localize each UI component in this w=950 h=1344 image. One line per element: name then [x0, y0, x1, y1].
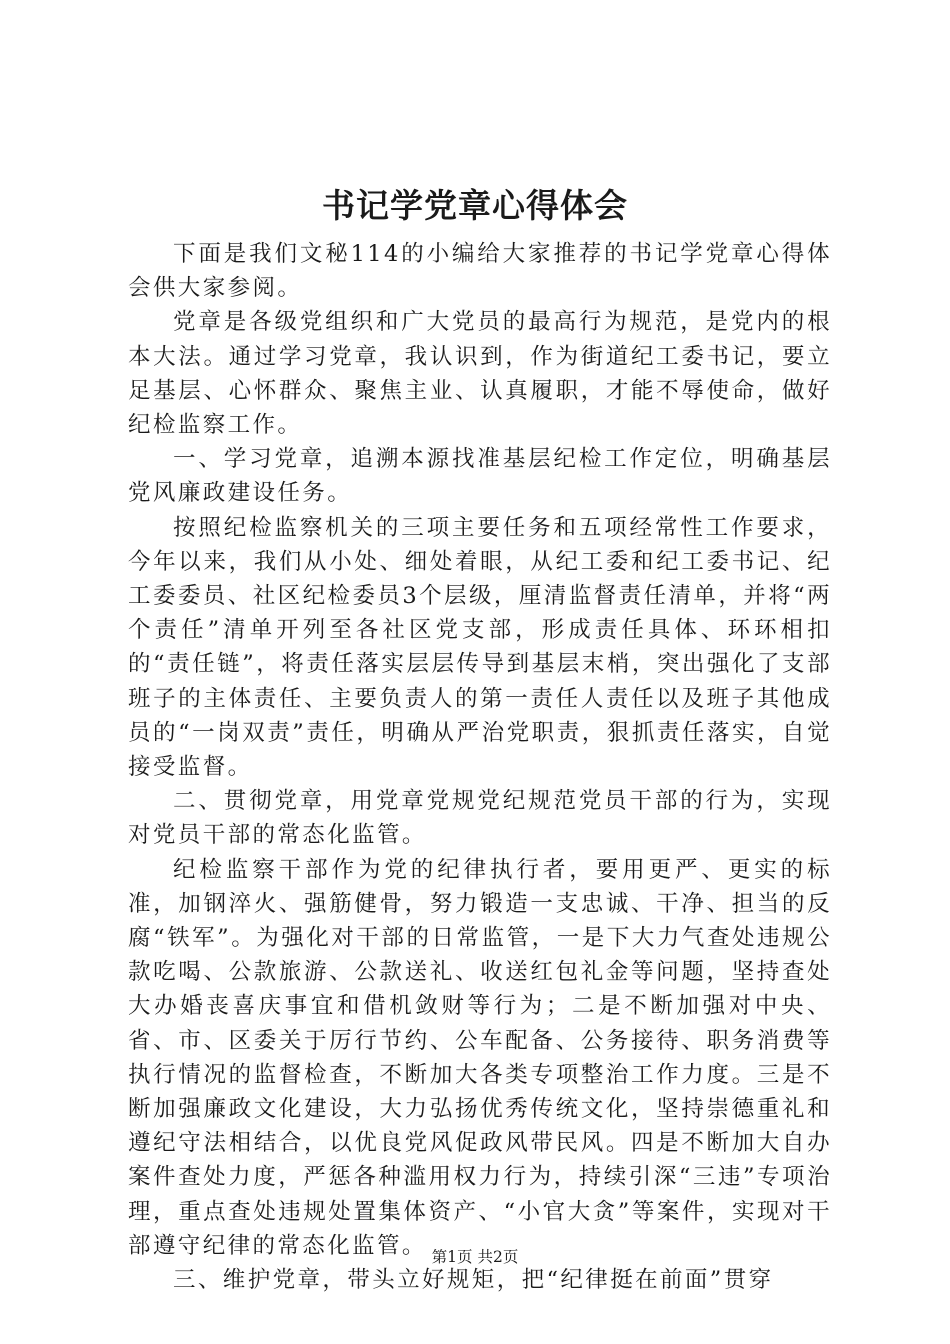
- document-title: 书记学党章心得体会: [322, 186, 628, 225]
- paragraph-section-1: 按照纪检监察机关的三项主要任务和五项经常性工作要求，今年以来，我们从小处、细处着眼，从纪工委和纪工委书记、纪工委委员、社区纪检委员3个层级，厘清监督责任清单，并将“两个责任”清单开列至各社区党支部，形成责任具体、环环相扣的“责任链”，将责任落实层层传导到基层末梢，突出强化了支部班子的主体责任、主要负责人的第一责任人责任以及班子其他成员的“一岗双责”责任，明确从严治党职责，狠抓责任落实，自觉接受监督。: [128, 514, 832, 781]
- page-footer: 第1页 共2页: [431, 1248, 519, 1266]
- section-heading-2: 二、贯彻党章，用党章党规党纪规范党员干部的行为，实现对党员干部的常态化监管。: [128, 788, 832, 849]
- paragraph-intro: 下面是我们文秘114的小编给大家推荐的书记学党章心得体会供大家参阅。: [128, 241, 832, 302]
- section-heading-1: 一、学习党章，追溯本源找准基层纪检工作定位，明确基层党风廉政建设任务。: [128, 446, 832, 507]
- paragraph-section-2: 纪检监察干部作为党的纪律执行者，要用更严、更实的标准，加钢淬火、强筋健骨，努力锻造一支忠诚、干净、担当的反腐“铁军”。为强化对干部的日常监管，一是下大力气查处违规公款吃喝、公款旅游、公款送礼、收送红包礼金等问题，坚持查处大办婚丧喜庆事宜和借机敛财等行为；二是不断加强对中央、省、市、区委关于厉行节约、公车配备、公务接待、职务消费等执行情况的监督检查，不断加大各类专项整治工作力度。三是不断加强廉政文化建设，大力弘扬优秀传统文化，坚持崇德重礼和遵纪守法相结合，以优良党风促政风带民风。四是不断加大自办案件查处力度，严惩各种滥用权力行为，持续引深“三违”专项治理，重点查处违规处置集体资产、“小官大贪”等案件，实现对干部遵守纪律的常态化监管。: [128, 856, 832, 1259]
- section-heading-3: 三、维护党章，带头立好规矩，把“纪律挺在前面”贯穿: [173, 1267, 774, 1294]
- paragraph-party-constitution: 党章是各级党组织和广大党员的最高行为规范，是党内的根本大法。通过学习党章，我认识到，作为街道纪工委书记，要立足基层、心怀群众、聚焦主业、认真履职，才能不辱使命，做好纪检监察工作。: [128, 309, 832, 439]
- document-body: [128, 237, 832, 1297]
